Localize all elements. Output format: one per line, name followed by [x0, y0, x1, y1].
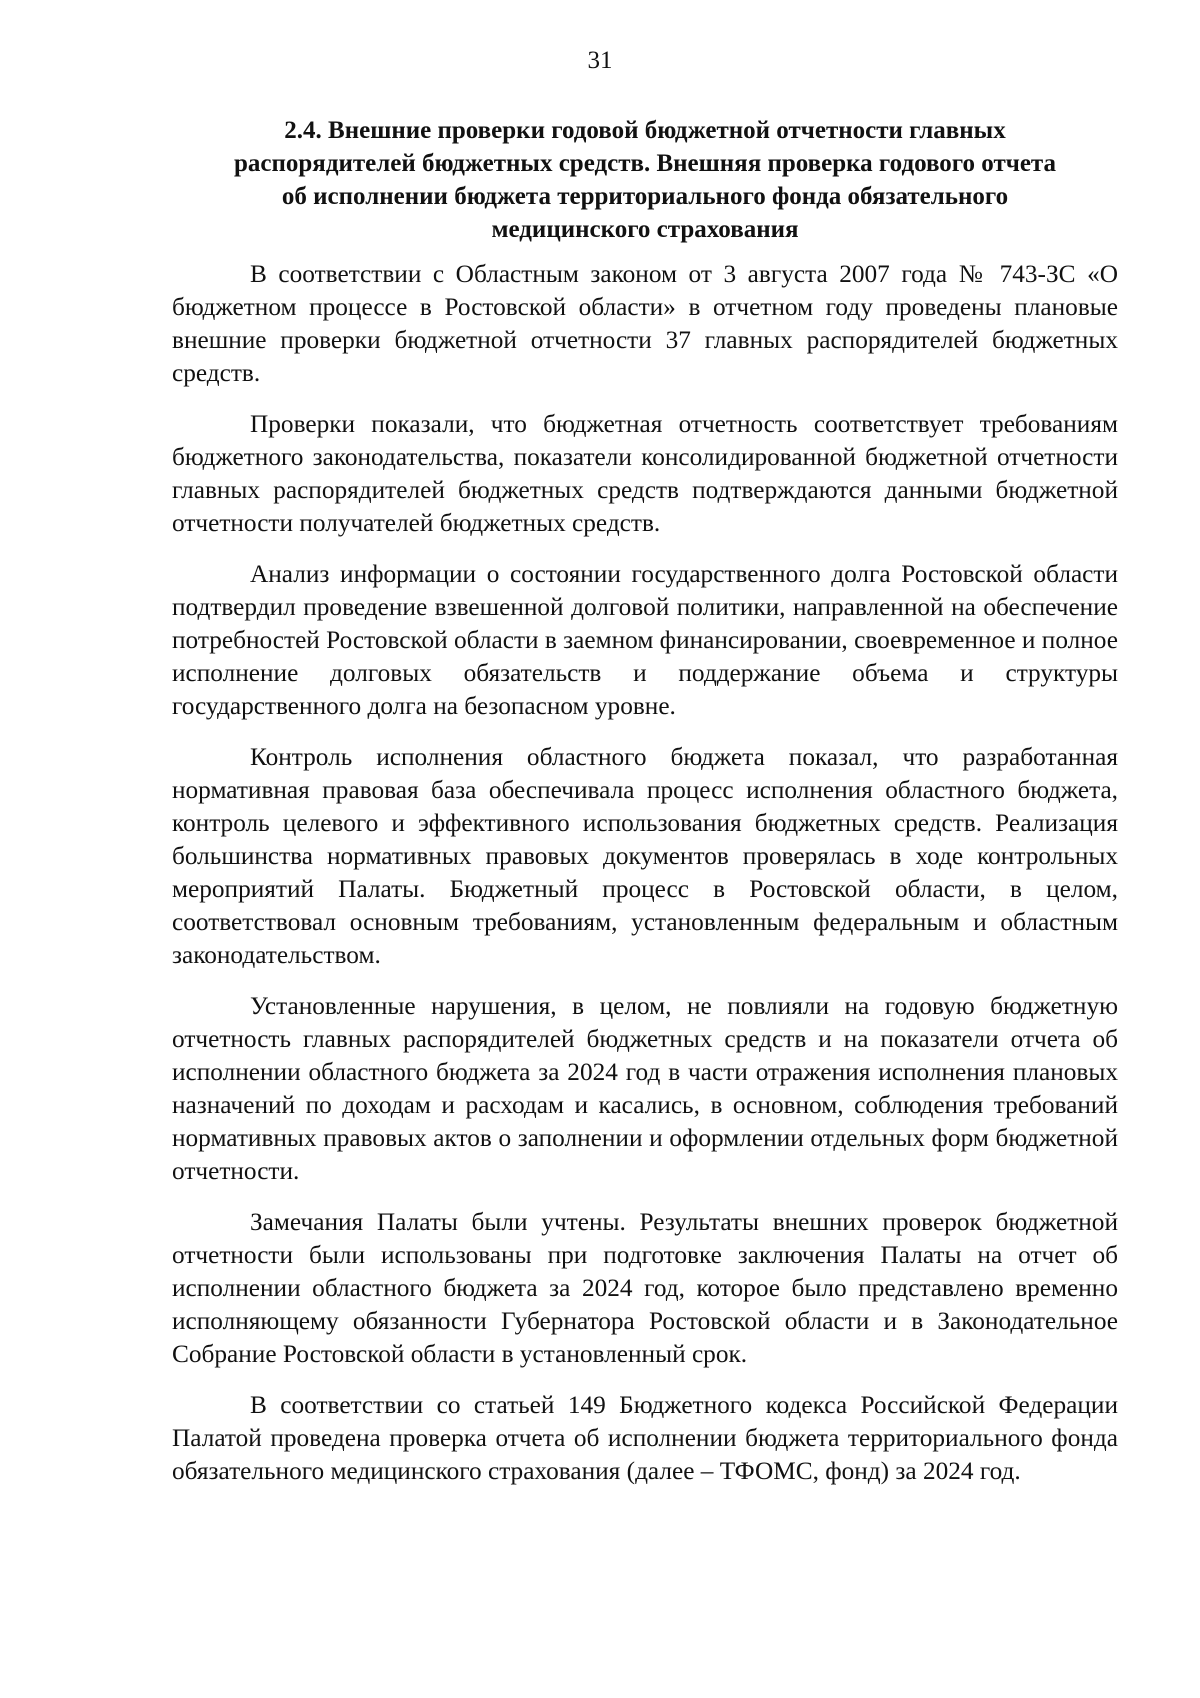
body-paragraph: В соответствии с Областным законом от 3 августа 2007 года № 743-ЗС «О бюджетном процессе в Ростовской области» в отчетном году проведены плановые внешние проверки бюджетной отчетности 37 главных распорядителей бюджетных средств.: [172, 260, 1118, 387]
section-heading-line: медицинского страхования: [491, 216, 799, 243]
section-heading-line: распорядителей бюджетных средств. Внешняя проверка годового отчета: [233, 150, 1057, 177]
body-paragraph: Проверки показали, что бюджетная отчетность соответствует требованиям бюджетного законодательства, показатели консолидированной бюджетной отчетности главных распорядителей бюджетных средств подтверждаются данными бюджетной отчетности получателей бюджетных средств.: [172, 410, 1118, 537]
body-paragraph: Замечания Палаты были учтены. Результаты внешних проверок бюджетной отчетности были использованы при подготовке заключения Палаты на отчет об исполнении областного бюджета за 2024 год, которое было представлено временно исполняющему обязанности Губернатора Ростовской области и в Законодательное Собрание Ростовской области в установленный срок.: [172, 1208, 1118, 1368]
section-heading-line: 2.4. Внешние проверки годовой бюджетной отчетности главных: [284, 117, 1006, 144]
body-paragraph: В соответствии со статьей 149 Бюджетного кодекса Российской Федерации Палатой проведена проверка отчета об исполнении бюджета территориального фонда обязательного медицинского страхования (далее – ТФОМС, фонд) за 2024 год.: [172, 1391, 1118, 1485]
page-content: [172, 114, 1118, 1506]
body-paragraph: Анализ информации о состоянии государственного долга Ростовской области подтвердил проведение взвешенной долговой политики, направленной на обеспечение потребностей Ростовской области в заемном финансировании, своевременное и полное исполнение долговых обязательств и поддержание объема и структуры государственного долга на безопасном уровне.: [172, 560, 1118, 720]
section-heading-line: об исполнении бюджета территориального фонда обязательного: [281, 183, 1009, 210]
page-number: 31: [587, 47, 613, 74]
body-paragraph: Установленные нарушения, в целом, не повлияли на годовую бюджетную отчетность главных распорядителей бюджетных средств и на показатели отчета об исполнении областного бюджета за 2024 год в части отражения исполнения плановых назначений по доходам и расходам и касались, в основном, соблюдения требований нормативных правовых актов о заполнении и оформлении отдельных форм бюджетной отчетности.: [172, 992, 1118, 1185]
body-paragraph: Контроль исполнения областного бюджета показал, что разработанная нормативная правовая база обеспечивала процесс исполнения областного бюджета, контроль целевого и эффективного использования бюджетных средств. Реализация большинства нормативных правовых документов проверялась в ходе контрольных мероприятий Палаты. Бюджетный процесс в Ростовской области, в целом, соответствовал основным требованиям, установленным федеральным и областным законодательством.: [172, 743, 1118, 969]
section-heading: [172, 114, 1118, 246]
